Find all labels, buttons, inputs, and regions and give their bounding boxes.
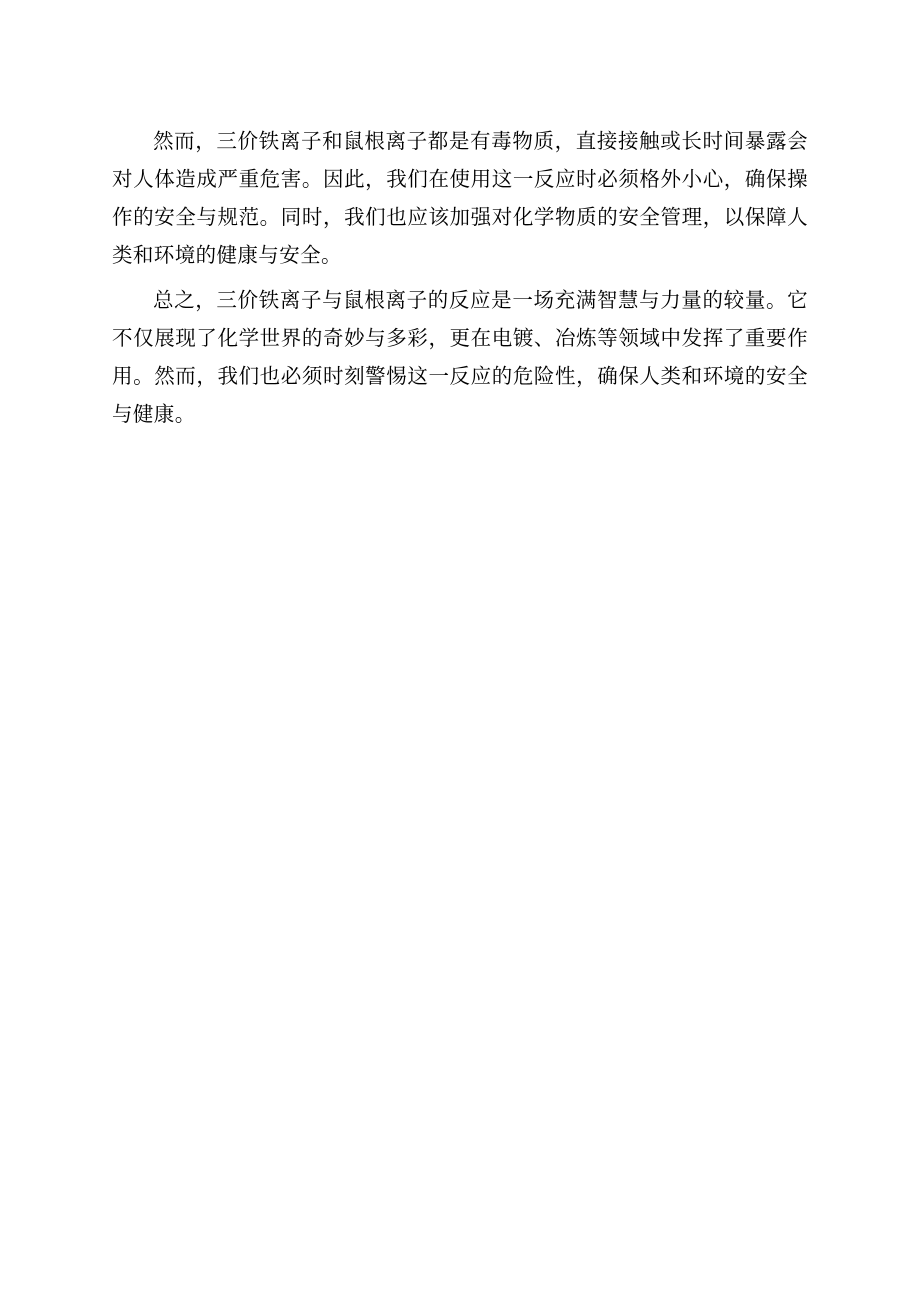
document-body (112, 122, 808, 440)
paragraph-safety: 然而，三价铁离子和鼠根离子都是有毒物质，直接接触或长时间暴露会对人体造成严重危害。因此，我们在使用这一反应时必须格外小心，确保操作的安全与规范。同时，我们也应该加强对化学物质的安全管理，以保障人类和环境的健康与安全。 (112, 129, 808, 267)
paragraph-conclusion: 总之，三价铁离子与鼠根离子的反应是一场充满智慧与力量的较量。它不仅展现了化学世界的奇妙与多彩，更在电镀、冶炼等领域中发挥了重要作用。然而，我们也必须时刻警惕这一反应的危险性，确保人类和环境的安全与健康。 (112, 288, 808, 426)
